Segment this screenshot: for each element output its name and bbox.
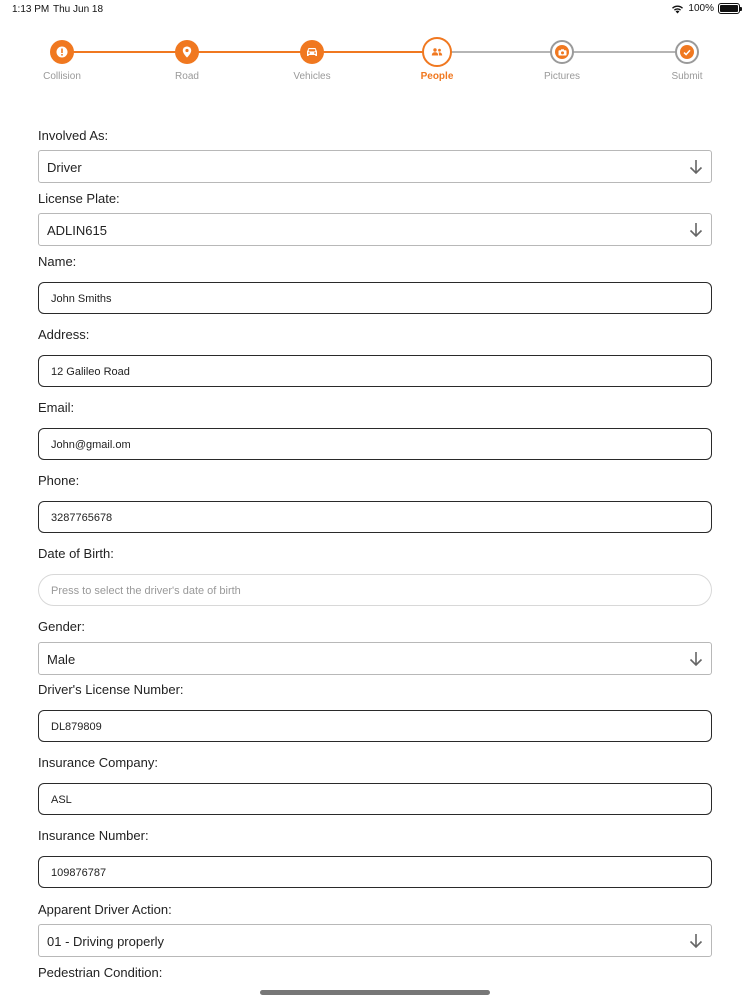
gender-value: Male: [47, 652, 76, 667]
name-input[interactable]: [38, 282, 712, 314]
home-indicator[interactable]: [260, 990, 490, 995]
step-road[interactable]: [147, 38, 227, 82]
phone-label: Phone:: [38, 473, 80, 488]
step-label: Vehicles: [293, 71, 331, 82]
status-date: Thu Jun 18: [53, 4, 104, 15]
address-label: Address:: [38, 327, 90, 342]
step-collision[interactable]: [22, 38, 102, 82]
car-icon: [300, 40, 324, 64]
gender-select[interactable]: [38, 642, 712, 675]
license-number-input[interactable]: [38, 710, 712, 742]
license-plate-select[interactable]: [38, 213, 712, 246]
step-label: Pictures: [543, 71, 581, 82]
name-value: John Smiths: [51, 293, 112, 305]
dob-picker[interactable]: [38, 574, 712, 606]
step-people[interactable]: [397, 38, 477, 82]
progress-stepper: [0, 38, 750, 88]
status-bar: [0, 0, 750, 20]
camera-icon: [555, 45, 569, 59]
step-submit[interactable]: [647, 38, 727, 82]
phone-value: 3287765678: [51, 512, 113, 524]
dob-placeholder: Press to select the driver's date of birth: [51, 585, 241, 597]
insurance-company-label: Insurance Company:: [38, 755, 158, 770]
dob-label: Date of Birth:: [38, 546, 114, 561]
people-icon: [422, 37, 452, 67]
step-label: People: [420, 71, 454, 82]
battery-percent: 100%: [688, 3, 714, 14]
license-number-value: DL879809: [51, 721, 102, 733]
involved-as-value: Driver: [47, 160, 82, 175]
arrow-down-icon: [689, 159, 703, 175]
step-pictures[interactable]: [522, 38, 602, 82]
insurance-number-label: Insurance Number:: [38, 828, 149, 843]
driver-action-label: Apparent Driver Action:: [38, 902, 172, 917]
check-icon: [680, 45, 694, 59]
name-label: Name:: [38, 254, 77, 269]
involved-as-label: Involved As:: [38, 128, 109, 143]
license-plate-value: ADLIN615: [47, 223, 107, 238]
email-value: John@gmail.om: [51, 439, 131, 451]
arrow-down-icon: [689, 933, 703, 949]
stepper-line-complete: [62, 51, 437, 53]
location-pin-icon: [175, 40, 199, 64]
wifi-icon: [671, 4, 684, 14]
insurance-company-value: ASL: [51, 794, 72, 806]
license-plate-label: License Plate:: [38, 191, 120, 206]
status-time: 1:13 PM: [12, 4, 50, 15]
insurance-number-input[interactable]: [38, 856, 712, 888]
pedestrian-condition-label: Pedestrian Condition:: [38, 965, 163, 980]
arrow-down-icon: [689, 651, 703, 667]
step-label: Collision: [43, 71, 81, 82]
insurance-company-input[interactable]: [38, 783, 712, 815]
email-label: Email:: [38, 400, 75, 415]
phone-input[interactable]: [38, 501, 712, 533]
address-value: 12 Galileo Road: [51, 366, 130, 378]
license-number-label: Driver's License Number:: [38, 682, 184, 697]
alert-icon: [50, 40, 74, 64]
address-input[interactable]: [38, 355, 712, 387]
step-label: Road: [175, 71, 199, 82]
insurance-number-value: 109876787: [51, 867, 107, 879]
step-vehicles[interactable]: [272, 38, 352, 82]
arrow-down-icon: [689, 222, 703, 238]
step-label: Submit: [671, 71, 703, 82]
gender-label: Gender:: [38, 619, 85, 634]
status-right: [671, 3, 740, 14]
involved-as-select[interactable]: [38, 150, 712, 183]
battery-icon: [718, 3, 740, 14]
email-input[interactable]: [38, 428, 712, 460]
driver-action-value: 01 - Driving properly: [47, 934, 165, 949]
driver-action-select[interactable]: [38, 924, 712, 957]
